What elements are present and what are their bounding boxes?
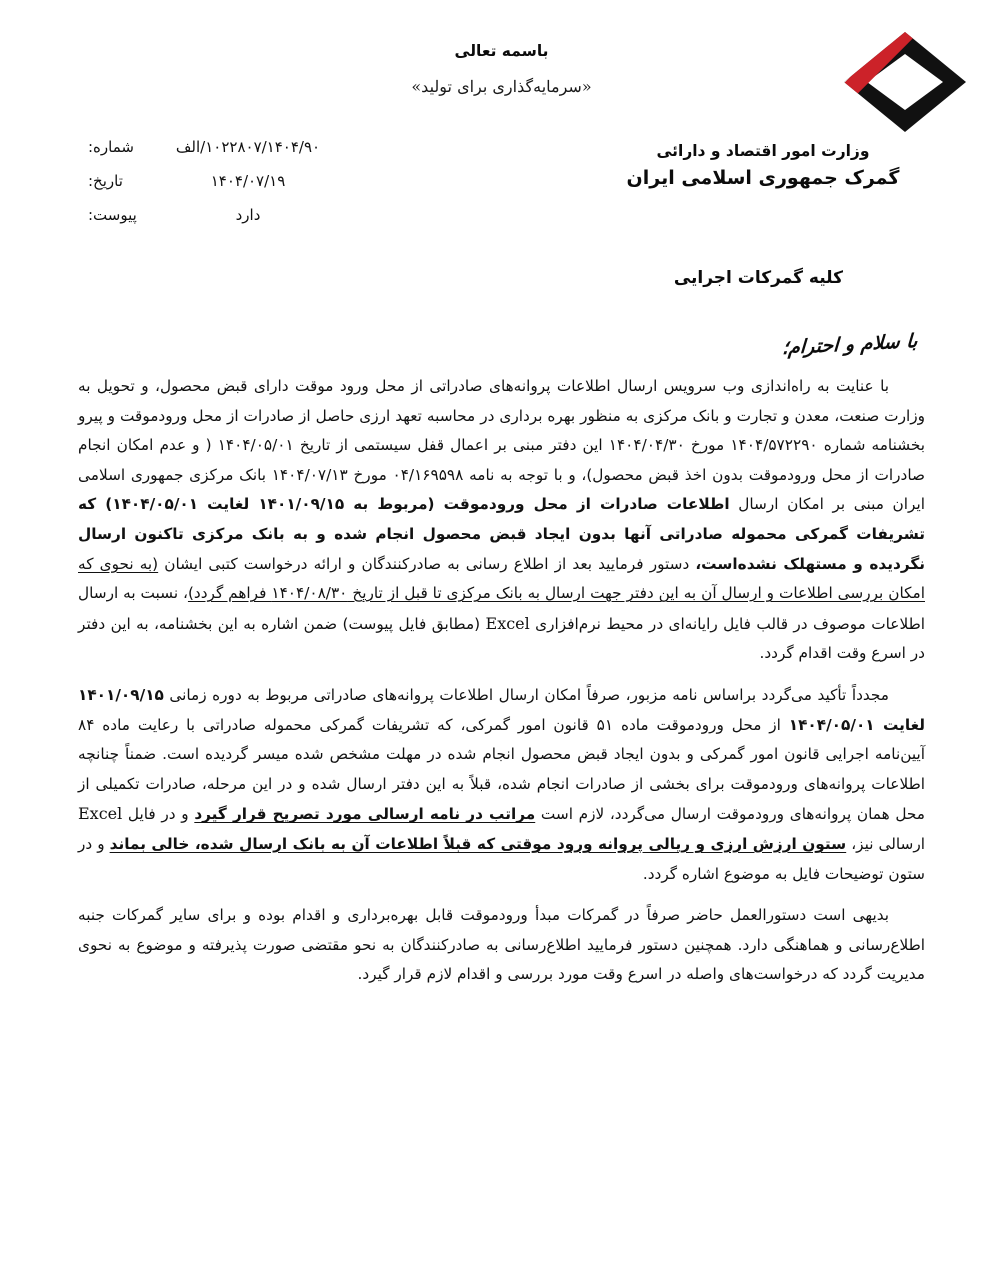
greeting-line: با سلام و احترام؛ — [781, 329, 918, 360]
p2-segment-4-bold-underline: مراتب در نامه ارسالی مورد تصریح قرار گیرد — [194, 805, 536, 824]
p2-segment-8-bold-underline: ستون ارزش ارزی و ریالی پروانه ورود موقتی که قبلاً اطلاعات آن به بانک ارسال شده، خالی بماند — [109, 834, 847, 853]
meta-row-number — [88, 138, 338, 172]
p1-segment-1: با عنایت به راه‌اندازی وب سرویس ارسال اطلاعات پروانه‌های صادراتی از محل ورود موقت دارای قبض محصول، و تحویل به وزارت صنعت، معدن و تجارت و بانک مرکزی به منظور بهره برداری در محاسبه تعهد ارزی حاصل از صادرات از محل ورودموقت و پیرو بخشنامه شماره ۱۴۰۴/۵۷۲۲۹۰ مورخ ۱۴۰۴/۰۴/۳۰ این دفتر مبنی بر اعمال قفل سیستمی از تاریخ ۱۴۰۴/۰۵/۰۱ ( و عدم امکان انجام صادرات از محل ورودموقت بدون اخذ قبض محصول)، و با توجه به نامه ۰۴/۱۶۹۵۹۸ مورخ ۱۴۰۴/۰۷/۱۳ بانک مرکزی جمهوری اسلامی ایران مبنی بر امکان ارسال — [78, 377, 925, 514]
date-label: تاریخ: — [88, 172, 123, 190]
paragraph-2 — [78, 681, 925, 889]
p2-segment-3: از محل ورودموقت ماده ۵۱ قانون امور گمرکی، که تشریفات گمرکی محموله صادراتی با رعایت ماده ۸۴ آیین‌نامه اجرایی قانون امور گمرکی و بدون ایجاد قبض محصول انجام شده در مهلت مشخص شده میسر گردیده است. ضمناً چنانچه اطلاعات پروانه‌های ورودموقت برای بخشی از صادرات انجام شده، قبلاً به این دفتر ارسال شده و در این مرحله، صادرات تکمیلی از محل همان پروانه‌های ورودموقت ارسال می‌گردد، لازم است — [78, 715, 925, 824]
p1-segment-4-underline: (به نحوی که امکان بررسی اطلاعات و ارسال آن به این دفتر جهت ارسال به بانک مرکزی تا قبل از تاریخ ۱۴۰۴/۰۸/۳۰ فراهم گردد) — [78, 554, 925, 603]
meta-row-attachment — [88, 206, 338, 240]
p1-segment-5: ، نسبت به ارسال اطلاعات موصوف در قالب فایل رایانه‌ای در محیط نرم‌افزاری — [78, 584, 925, 633]
p2-segment-7: ارسالی نیز، — [846, 834, 925, 853]
number-value: ۱۰۲۲۸۰۷/۱۴۰۴/۹۰/الف — [175, 138, 321, 156]
p2-segment-5: و در فایل — [122, 805, 195, 824]
date-value: ۱۴۰۴/۰۷/۱۹ — [210, 172, 286, 190]
ministry-name: وزارت امور اقتصاد و دارائی — [656, 142, 870, 160]
paragraph-1 — [78, 372, 925, 669]
p1-segment-2-bold: اطلاعات صادرات از محل ورودموقت (مربوط به ۱۴۰۱/۰۹/۱۵ لغایت ۱۴۰۴/۰۵/۰۱) که تشریفات گمرکی محموله صادراتی آنها بدون ایجاد قبض محصول انجام شده و به بانک مرکزی تاکنون ارسال نگردیده و مستهلک نشده‌است، — [78, 495, 925, 573]
attachment-label: پیوست: — [88, 206, 137, 224]
organization-title — [553, 140, 973, 194]
p1-segment-7: (مطابق فایل پیوست) ضمن اشاره به این بخشنامه، به این دفتر در اسرع وقت اقدام گردد. — [78, 614, 925, 663]
basmala-block — [0, 40, 1003, 99]
reference-meta-block — [88, 138, 338, 240]
letter-body — [78, 372, 925, 990]
p2-segment-6-excel: Excel — [78, 804, 123, 824]
p2-segment-9: و در ستون توضیحات فایل به موضوع اشاره گردد. — [78, 834, 925, 883]
letter-header — [0, 0, 1003, 250]
p3-segment-1: بدیهی است دستورالعمل حاضر صرفاً در گمرکات مبدأ ورودموقت قابل بهره‌برداری و اقدام بوده و برای سایر گمرکات جنبه اطلاع‌رسانی و هماهنگی دارد. همچنین دستور فرمایید اطلاع‌رسانی به صادرکنندگان به نحو مقتضی صورت پذیرفته و موضوع به نحوی مدیریت گردد که درخواست‌های واصله در اسرع وقت مورد بررسی و اقدام لازم قرار گیرد. — [78, 906, 925, 984]
basmala-text: باسمه تعالی — [454, 42, 549, 60]
meta-row-date — [88, 172, 338, 206]
p2-segment-2-bold: ۱۴۰۱/۰۹/۱۵ لغایت ۱۴۰۴/۰۵/۰۱ — [78, 685, 926, 734]
p1-segment-3: دستور فرمایید بعد از اطلاع رسانی به صادرکنندگان و ارائه درخواست کتبی ایشان — [158, 554, 696, 573]
p2-segment-1: مجدداً تأکید می‌گردد براساس نامه مزبور، صرفاً امکان ارسال اطلاعات پروانه‌های صادراتی مربوط به دوره زمانی — [163, 685, 889, 704]
slogan-text: «سرمایه‌گذاری برای تولید» — [411, 77, 592, 97]
agency-name: گمرک جمهوری اسلامی ایران — [626, 167, 900, 190]
paragraph-3 — [78, 901, 925, 990]
p1-segment-6-excel: Excel — [485, 613, 530, 633]
addressee-line: کلیه گمرکات اجرایی — [673, 268, 843, 288]
attachment-value: دارد — [235, 206, 261, 224]
number-label: شماره: — [88, 138, 134, 156]
